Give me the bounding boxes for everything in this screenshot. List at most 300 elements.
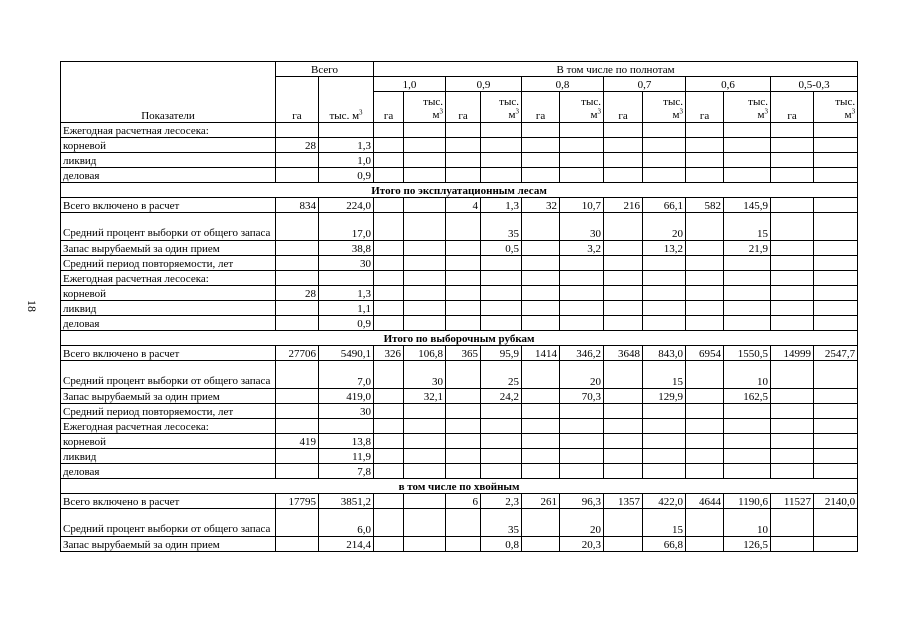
table-cell bbox=[374, 361, 404, 389]
table-cell bbox=[643, 464, 686, 479]
table-cell bbox=[814, 153, 858, 168]
table-cell bbox=[724, 256, 771, 271]
table-cell bbox=[481, 271, 522, 286]
table-cell bbox=[276, 153, 319, 168]
table-cell: 582 bbox=[686, 198, 724, 213]
table-row bbox=[61, 153, 858, 168]
table-cell bbox=[374, 509, 404, 537]
table-cell bbox=[560, 434, 604, 449]
table-cell: 1,3 bbox=[481, 198, 522, 213]
table-cell: 66,8 bbox=[643, 537, 686, 552]
table-cell bbox=[771, 241, 814, 256]
row-label: Запас вырубаемый за один прием bbox=[61, 241, 276, 256]
table-cell bbox=[771, 138, 814, 153]
table-cell bbox=[374, 389, 404, 404]
table-cell bbox=[319, 419, 374, 434]
table-row bbox=[61, 361, 858, 389]
table-cell bbox=[814, 316, 858, 331]
row-label: Запас вырубаемый за один прием bbox=[61, 389, 276, 404]
table-cell bbox=[604, 241, 643, 256]
table-row bbox=[61, 419, 858, 434]
section-header-row bbox=[61, 183, 858, 198]
table-cell: 13,2 bbox=[643, 241, 686, 256]
table-cell bbox=[814, 434, 858, 449]
row-label: Ежегодная расчетная лесосека: bbox=[61, 419, 276, 434]
table-cell bbox=[724, 464, 771, 479]
table-cell: 1,3 bbox=[319, 138, 374, 153]
table-cell: 2140,0 bbox=[814, 494, 858, 509]
table-cell bbox=[604, 138, 643, 153]
table-cell bbox=[686, 449, 724, 464]
table-cell bbox=[560, 464, 604, 479]
table-cell: 1357 bbox=[604, 494, 643, 509]
table-cell bbox=[522, 168, 560, 183]
table-body bbox=[61, 123, 858, 552]
table-cell bbox=[446, 286, 481, 301]
table-cell: 0,5 bbox=[481, 241, 522, 256]
row-label: ликвид bbox=[61, 449, 276, 464]
table-cell bbox=[771, 434, 814, 449]
table-cell bbox=[522, 153, 560, 168]
table-cell bbox=[686, 361, 724, 389]
table-cell bbox=[686, 389, 724, 404]
header-unit-ha: га bbox=[604, 92, 643, 123]
section-header-row bbox=[61, 331, 858, 346]
table-cell bbox=[686, 213, 724, 241]
table-cell bbox=[276, 301, 319, 316]
table-row bbox=[61, 316, 858, 331]
table-cell: 96,3 bbox=[560, 494, 604, 509]
table-cell bbox=[446, 537, 481, 552]
table-cell bbox=[814, 361, 858, 389]
table-cell bbox=[522, 537, 560, 552]
table-cell bbox=[446, 464, 481, 479]
table-cell: 1,1 bbox=[319, 301, 374, 316]
table-cell: 1,0 bbox=[319, 153, 374, 168]
table-cell bbox=[374, 123, 404, 138]
table-cell bbox=[522, 256, 560, 271]
table-cell: 422,0 bbox=[643, 494, 686, 509]
header-unit-vol: тыс. $м^3$ bbox=[643, 92, 686, 123]
table-cell bbox=[686, 316, 724, 331]
table-cell bbox=[276, 123, 319, 138]
table-cell bbox=[686, 419, 724, 434]
table-cell bbox=[771, 389, 814, 404]
table-cell bbox=[814, 198, 858, 213]
table-cell bbox=[686, 123, 724, 138]
table-cell bbox=[560, 404, 604, 419]
table-cell bbox=[404, 434, 446, 449]
table-cell bbox=[814, 301, 858, 316]
table-cell bbox=[522, 301, 560, 316]
table-cell bbox=[604, 419, 643, 434]
table-cell bbox=[374, 198, 404, 213]
table-cell bbox=[374, 404, 404, 419]
header-unit-ha: га bbox=[686, 92, 724, 123]
table-cell bbox=[404, 168, 446, 183]
table-cell bbox=[374, 213, 404, 241]
table-cell bbox=[724, 138, 771, 153]
table-row bbox=[61, 346, 858, 361]
table-cell bbox=[276, 449, 319, 464]
table-cell bbox=[560, 316, 604, 331]
table-cell: 216 bbox=[604, 198, 643, 213]
table-cell bbox=[404, 256, 446, 271]
table-cell: 6954 bbox=[686, 346, 724, 361]
table-cell bbox=[771, 123, 814, 138]
table-cell: 145,9 bbox=[724, 198, 771, 213]
table-cell bbox=[724, 449, 771, 464]
table-cell bbox=[446, 389, 481, 404]
table-cell bbox=[643, 153, 686, 168]
table-cell bbox=[814, 404, 858, 419]
table-cell bbox=[404, 198, 446, 213]
table-cell bbox=[724, 316, 771, 331]
table-cell bbox=[604, 123, 643, 138]
section-title: в том числе по хвойным bbox=[61, 479, 858, 494]
table-cell bbox=[481, 316, 522, 331]
table-row bbox=[61, 404, 858, 419]
table-cell: 10 bbox=[724, 361, 771, 389]
table-cell bbox=[686, 509, 724, 537]
table-cell bbox=[404, 494, 446, 509]
table-cell: 261 bbox=[522, 494, 560, 509]
table-cell: 5490,1 bbox=[319, 346, 374, 361]
header-density-2: 0,9 bbox=[446, 77, 522, 92]
table-cell bbox=[686, 153, 724, 168]
header-by-density: В том числе по полнотам bbox=[374, 62, 858, 77]
table-cell: 30 bbox=[404, 361, 446, 389]
table-cell bbox=[446, 138, 481, 153]
table-cell: 1414 bbox=[522, 346, 560, 361]
table-cell bbox=[446, 449, 481, 464]
row-label: Ежегодная расчетная лесосека: bbox=[61, 271, 276, 286]
table-cell bbox=[604, 153, 643, 168]
table-cell bbox=[643, 123, 686, 138]
table-cell: 66,1 bbox=[643, 198, 686, 213]
header-density-5: 0,6 bbox=[686, 77, 771, 92]
table-cell bbox=[560, 271, 604, 286]
table-cell bbox=[374, 316, 404, 331]
table-cell bbox=[814, 271, 858, 286]
row-label: корневой bbox=[61, 286, 276, 301]
table-cell bbox=[560, 138, 604, 153]
table-cell bbox=[604, 464, 643, 479]
table-row bbox=[61, 198, 858, 213]
table-cell bbox=[446, 213, 481, 241]
table-cell bbox=[643, 434, 686, 449]
table-cell: 224,0 bbox=[319, 198, 374, 213]
table-cell bbox=[446, 434, 481, 449]
table-header bbox=[61, 62, 858, 123]
table-cell bbox=[481, 123, 522, 138]
table-cell: 6 bbox=[446, 494, 481, 509]
table-cell bbox=[604, 509, 643, 537]
table-cell: 346,2 bbox=[560, 346, 604, 361]
table-cell bbox=[374, 494, 404, 509]
row-label: Средний процент выборки от общего запаса bbox=[61, 361, 276, 389]
table-cell bbox=[276, 464, 319, 479]
table-cell bbox=[604, 168, 643, 183]
table-cell: 10,7 bbox=[560, 198, 604, 213]
table-cell bbox=[814, 286, 858, 301]
table-cell bbox=[481, 168, 522, 183]
table-row bbox=[61, 138, 858, 153]
table-cell: 1550,5 bbox=[724, 346, 771, 361]
table-cell: 419,0 bbox=[319, 389, 374, 404]
table-cell bbox=[404, 271, 446, 286]
table-cell bbox=[522, 434, 560, 449]
table-cell bbox=[724, 271, 771, 286]
table-cell bbox=[374, 241, 404, 256]
row-label: Средний период повторяемости, лет bbox=[61, 256, 276, 271]
table-cell: 2,3 bbox=[481, 494, 522, 509]
table-cell bbox=[374, 449, 404, 464]
table-cell: 162,5 bbox=[724, 389, 771, 404]
table-cell bbox=[319, 123, 374, 138]
table-cell bbox=[604, 286, 643, 301]
table-cell bbox=[374, 537, 404, 552]
table-cell: 30 bbox=[319, 404, 374, 419]
table-cell: 129,9 bbox=[643, 389, 686, 404]
table-cell: 21,9 bbox=[724, 241, 771, 256]
row-label: Всего включено в расчет bbox=[61, 494, 276, 509]
table-cell bbox=[643, 256, 686, 271]
table-cell bbox=[522, 286, 560, 301]
table-cell bbox=[276, 509, 319, 537]
table-cell: 32,1 bbox=[404, 389, 446, 404]
table-cell: 10 bbox=[724, 509, 771, 537]
table-cell bbox=[481, 286, 522, 301]
table-cell bbox=[604, 271, 643, 286]
table-row bbox=[61, 434, 858, 449]
table-cell: 126,5 bbox=[724, 537, 771, 552]
header-total-ha: га bbox=[276, 77, 319, 123]
table-cell bbox=[686, 434, 724, 449]
table-cell: 4644 bbox=[686, 494, 724, 509]
table-cell bbox=[771, 153, 814, 168]
table-cell bbox=[604, 404, 643, 419]
table-cell bbox=[643, 286, 686, 301]
table-cell bbox=[446, 419, 481, 434]
table-cell bbox=[814, 537, 858, 552]
row-label: Всего включено в расчет bbox=[61, 346, 276, 361]
table-cell bbox=[404, 449, 446, 464]
section-title: Итого по выборочным рубкам bbox=[61, 331, 858, 346]
table-cell bbox=[481, 449, 522, 464]
table-cell bbox=[481, 153, 522, 168]
table-row bbox=[61, 449, 858, 464]
header-unit-ha: га bbox=[446, 92, 481, 123]
table-row bbox=[61, 301, 858, 316]
table-cell bbox=[481, 301, 522, 316]
table-cell bbox=[814, 241, 858, 256]
table-cell bbox=[771, 271, 814, 286]
table-row bbox=[61, 168, 858, 183]
table-cell bbox=[771, 213, 814, 241]
row-label: Ежегодная расчетная лесосека: bbox=[61, 123, 276, 138]
table-cell bbox=[446, 404, 481, 419]
table-row bbox=[61, 241, 858, 256]
table-cell: 365 bbox=[446, 346, 481, 361]
table-cell bbox=[374, 168, 404, 183]
row-label: деловая bbox=[61, 464, 276, 479]
table-row bbox=[61, 271, 858, 286]
table-cell bbox=[643, 138, 686, 153]
table-cell bbox=[604, 449, 643, 464]
forest-cutting-table bbox=[60, 61, 858, 552]
table-cell bbox=[643, 316, 686, 331]
header-density-6: 0,5-0,3 bbox=[771, 77, 858, 92]
table-cell: 17,0 bbox=[319, 213, 374, 241]
table-cell bbox=[404, 241, 446, 256]
table-cell bbox=[771, 464, 814, 479]
table-cell bbox=[374, 271, 404, 286]
table-cell bbox=[481, 256, 522, 271]
table-cell: 2547,7 bbox=[814, 346, 858, 361]
table-cell bbox=[404, 286, 446, 301]
table-cell bbox=[522, 509, 560, 537]
table-cell bbox=[522, 404, 560, 419]
table-cell: 28 bbox=[276, 138, 319, 153]
row-label: корневой bbox=[61, 138, 276, 153]
table-cell: 7,8 bbox=[319, 464, 374, 479]
table-cell bbox=[276, 389, 319, 404]
table-cell bbox=[771, 537, 814, 552]
page-number: 18 bbox=[25, 300, 39, 312]
table-cell bbox=[814, 389, 858, 404]
table-cell bbox=[374, 434, 404, 449]
table-cell bbox=[724, 153, 771, 168]
table-cell bbox=[560, 449, 604, 464]
table-cell: 28 bbox=[276, 286, 319, 301]
table-cell bbox=[404, 464, 446, 479]
table-cell bbox=[481, 404, 522, 419]
table-cell bbox=[560, 168, 604, 183]
table-cell bbox=[724, 434, 771, 449]
table-cell bbox=[276, 241, 319, 256]
table-cell bbox=[446, 316, 481, 331]
table-cell: 20 bbox=[643, 213, 686, 241]
table-cell bbox=[276, 537, 319, 552]
row-label: Средний процент выборки от общего запаса bbox=[61, 509, 276, 537]
header-unit-ha: га bbox=[771, 92, 814, 123]
header-density-1: 1,0 bbox=[374, 77, 446, 92]
table-row bbox=[61, 509, 858, 537]
table-cell bbox=[522, 213, 560, 241]
table-cell bbox=[724, 123, 771, 138]
table-cell: 24,2 bbox=[481, 389, 522, 404]
table-cell bbox=[446, 271, 481, 286]
table-cell: 30 bbox=[560, 213, 604, 241]
header-unit-vol: тыс. $м^3$ bbox=[404, 92, 446, 123]
table-cell: 20 bbox=[560, 509, 604, 537]
table-row bbox=[61, 389, 858, 404]
header-indicators: Показатели bbox=[61, 62, 276, 123]
table-cell bbox=[686, 286, 724, 301]
table-cell: 17795 bbox=[276, 494, 319, 509]
table-cell bbox=[404, 123, 446, 138]
table-row bbox=[61, 537, 858, 552]
table-cell bbox=[446, 153, 481, 168]
table-cell: 1190,6 bbox=[724, 494, 771, 509]
row-label: Средний процент выборки от общего запаса bbox=[61, 213, 276, 241]
table-cell bbox=[276, 419, 319, 434]
row-label: деловая bbox=[61, 316, 276, 331]
table-cell bbox=[522, 316, 560, 331]
table-cell bbox=[686, 404, 724, 419]
table-cell bbox=[446, 509, 481, 537]
table-cell bbox=[771, 168, 814, 183]
table-cell: 3,2 bbox=[560, 241, 604, 256]
table-cell: 0,9 bbox=[319, 316, 374, 331]
table-cell bbox=[276, 361, 319, 389]
header-unit-vol: тыс. $м^3$ bbox=[724, 92, 771, 123]
table-cell bbox=[522, 449, 560, 464]
table-cell bbox=[686, 301, 724, 316]
table-cell bbox=[446, 168, 481, 183]
table-cell bbox=[446, 256, 481, 271]
table-cell bbox=[481, 464, 522, 479]
table-cell bbox=[276, 404, 319, 419]
table-cell bbox=[724, 419, 771, 434]
table-cell bbox=[374, 464, 404, 479]
table-cell: 6,0 bbox=[319, 509, 374, 537]
table-cell: 1,3 bbox=[319, 286, 374, 301]
table-cell: 35 bbox=[481, 509, 522, 537]
header-unit-ha: га bbox=[522, 92, 560, 123]
table-cell bbox=[814, 123, 858, 138]
table-cell bbox=[481, 434, 522, 449]
table-cell bbox=[276, 271, 319, 286]
table-cell: 32 bbox=[522, 198, 560, 213]
table-cell: 70,3 bbox=[560, 389, 604, 404]
header-total: Всего bbox=[276, 62, 374, 77]
table-cell bbox=[643, 271, 686, 286]
table-cell bbox=[724, 301, 771, 316]
table-cell bbox=[686, 464, 724, 479]
table-cell bbox=[643, 301, 686, 316]
table-cell bbox=[814, 449, 858, 464]
table-cell: 14999 bbox=[771, 346, 814, 361]
table-cell bbox=[276, 213, 319, 241]
table-cell bbox=[643, 449, 686, 464]
table-cell: 11,9 bbox=[319, 449, 374, 464]
table-cell bbox=[404, 316, 446, 331]
table-cell bbox=[814, 138, 858, 153]
table-cell bbox=[404, 419, 446, 434]
table-cell bbox=[771, 449, 814, 464]
table-cell bbox=[771, 286, 814, 301]
table-cell bbox=[686, 241, 724, 256]
table-cell bbox=[319, 271, 374, 286]
table-cell: 30 bbox=[319, 256, 374, 271]
table-cell bbox=[404, 138, 446, 153]
table-row bbox=[61, 123, 858, 138]
table-cell: 95,9 bbox=[481, 346, 522, 361]
table-cell bbox=[446, 361, 481, 389]
table-cell bbox=[771, 301, 814, 316]
table-cell bbox=[604, 537, 643, 552]
table-cell bbox=[643, 419, 686, 434]
table-cell: 0,8 bbox=[481, 537, 522, 552]
table-cell bbox=[604, 316, 643, 331]
header-total-vol: тыс. $м^3$ bbox=[319, 77, 374, 123]
section-header-row bbox=[61, 479, 858, 494]
table-cell bbox=[522, 241, 560, 256]
table-cell bbox=[404, 509, 446, 537]
header-unit-vol: тыс. $м^3$ bbox=[814, 92, 858, 123]
